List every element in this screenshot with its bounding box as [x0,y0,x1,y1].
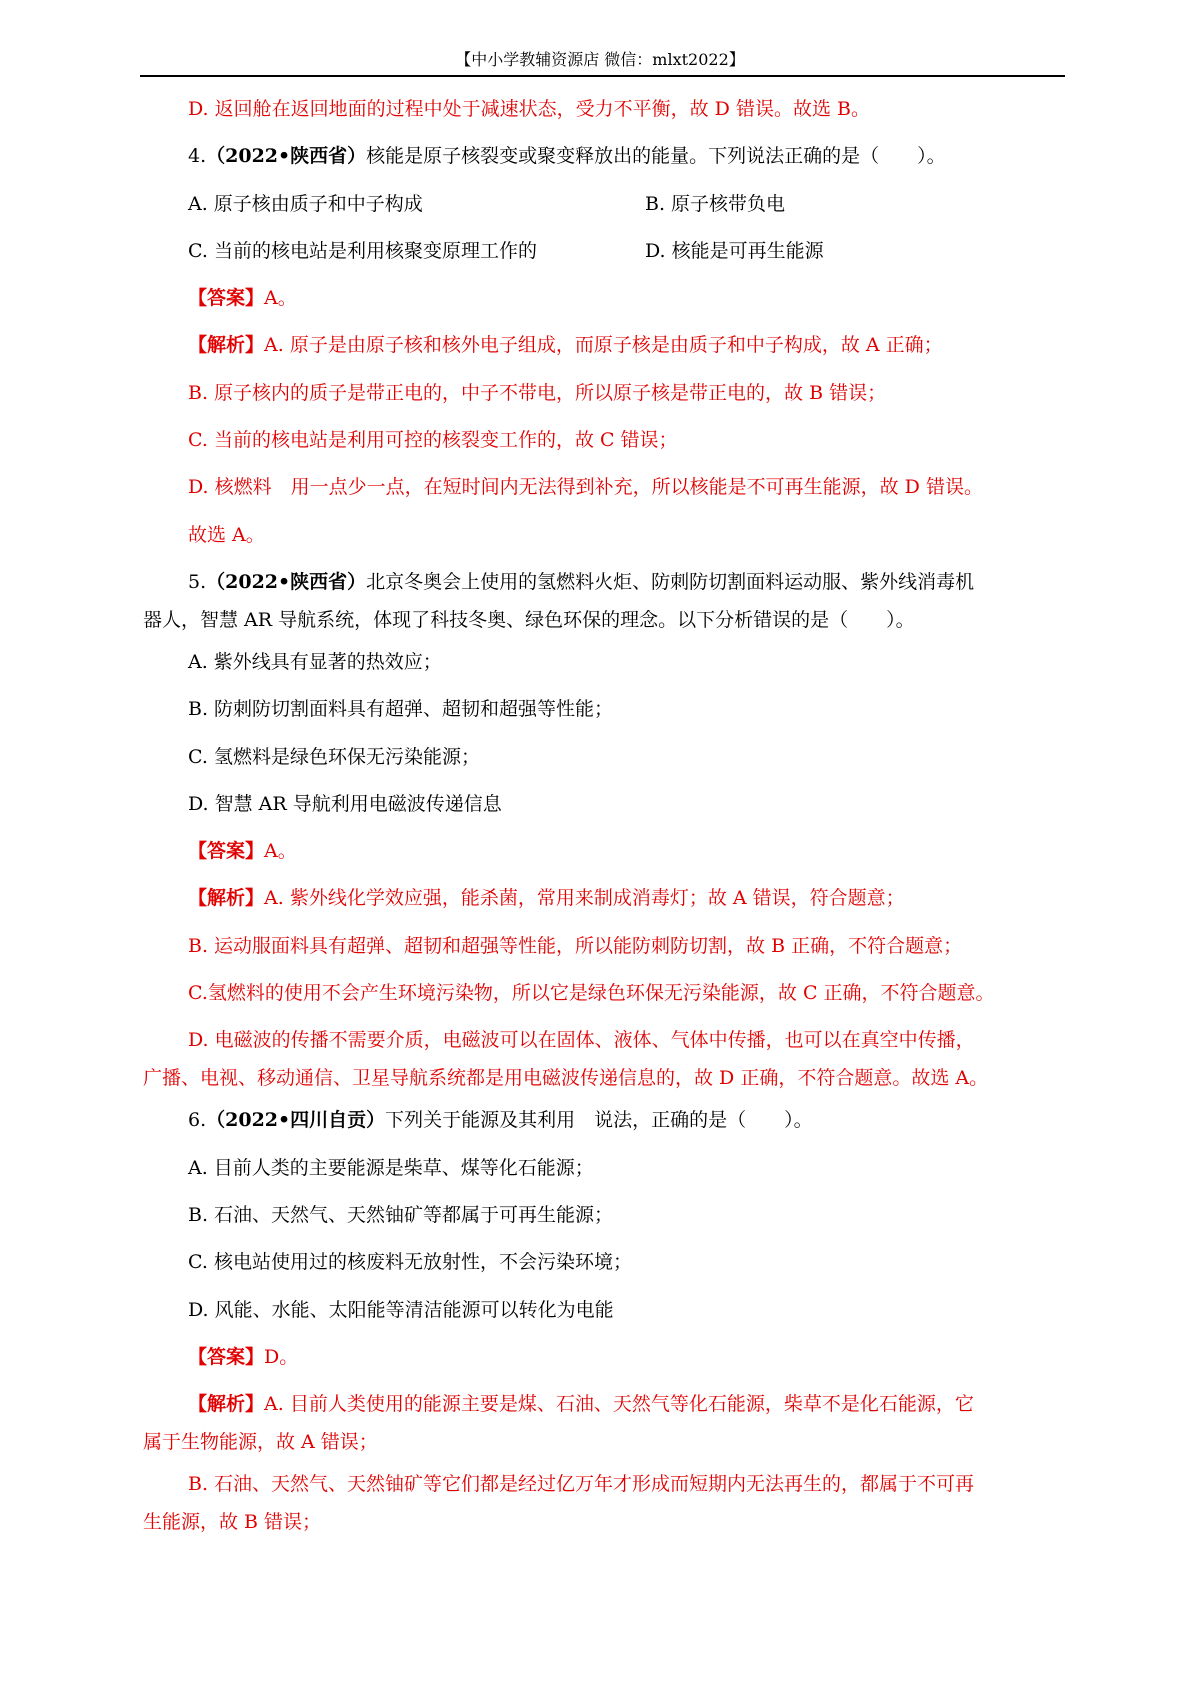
q5-option-a: A. 紫外线具有显著的热效应； [188,650,442,673]
q6-analysis-b-line-2: 生能源，故 B 错误； [143,1511,322,1534]
q6-option-c: C. 核电站使用过的核废料无放射性，不会污染环境； [188,1251,632,1274]
q5-stem-text-1: 北京冬奥会上使用的氢燃料火炬、防刺防切割面料运动服、紫外线消毒机 [366,570,975,593]
q4-options-row-1 [143,191,1065,217]
q4-option-a: A. 原子核由质子和中子构成 [188,192,423,215]
q4-stem [143,143,1065,169]
q6-stem-text: 下列关于能源及其利用 说法，正确的是（ ）。 [385,1109,813,1132]
q4-option-c: C. 当前的核电站是利用核聚变原理工作的 [188,239,537,262]
q5-analysis-d-line-1: D. 电磁波的传播不需要介质，电磁波可以在固体、液体、气体中传播，也可以在真空中传播， [188,1029,975,1052]
q5-option-c: C. 氢燃料是绿色环保无污染能源； [188,745,480,768]
q6-analysis-a-text: A. 目前人类使用的能源主要是煤、石油、天然气等化石能源，柴草不是化石能源，它 [264,1393,974,1416]
q6-answer [143,1344,1065,1370]
q6-source-tag: （2022•四川自贡） [206,1109,386,1132]
q6-analysis-a-line-2: 属于生物能源，故 A 错误； [143,1431,378,1454]
q4-analysis-end: 故选 A。 [188,523,265,546]
q6-analysis-a-line-1 [143,1391,1065,1417]
page-header: 【中小学教辅资源店 微信：mlxt2022】 [455,50,745,69]
q5-number: 5. [188,570,207,593]
q5-emphasis-word: 错误 [753,608,792,631]
q6-answer-value: D。 [264,1345,299,1368]
q6-option-d: D. 风能、水能、太阳能等清洁能源可以转化为电能 [188,1298,614,1321]
q5-analysis-b: B. 运动服面料具有超弹、超韧和超强等性能，所以能防刺防切割，故 B 正确，不符合题意； [188,934,963,957]
q5-stem-line-1 [143,569,1065,595]
q5-answer-tag: 【答案】 [188,840,265,863]
q5-analysis-tag: 【解析】 [188,887,265,910]
q6-analysis-b-line-1: B. 石油、天然气、天然铀矿等它们都是经过亿万年才形成而短期内无法再生的，都属于不可再 [188,1473,975,1496]
q3-analysis-tail: D. 返回舱在返回地面的过程中处于减速状态，受力不平衡，故 D 错误。故选 B。 [188,98,870,120]
q4-option-d: D. 核能是可再生能源 [645,239,824,262]
q4-source-tag: （2022•陕西省） [206,145,367,168]
q4-analysis-tag: 【解析】 [188,334,265,357]
q4-option-b: B. 原子核带负电 [645,192,786,215]
q5-analysis-a-text: A. 紫外线化学效应强，能杀菌，常用来制成消毒灯；故 A 错误，符合题意； [264,887,905,910]
q4-number: 4. [188,145,207,168]
q5-answer-value: A。 [264,840,297,863]
q4-answer [143,285,1065,311]
q4-analysis-d: D. 核燃料 用一点少一点，在短时间内无法得到补充，所以核能是不可再生能源，故 D 错误。 [188,476,983,499]
q4-analysis-a [143,332,1065,358]
q4-stem-text: 核能是原子核裂变或聚变释放出的能量。下列说法正确的是（ ）。 [366,145,946,168]
q6-option-b: B. 石油、天然气、天然铀矿等都属于可再生能源； [188,1203,614,1226]
q5-analysis-d-line-2: 广播、电视、移动通信、卫星导航系统都是用电磁波传递信息的，故 D 正确，不符合题意。故选 A。 [143,1067,989,1090]
q6-stem [143,1107,1065,1133]
q5-stem-line-2 [143,607,1065,633]
q5-stem-text-2: 器人，智慧 AR 导航系统，体现了科技冬奥、绿色环保的理念。以下分析 [143,608,754,631]
q5-answer [143,838,1065,864]
q4-analysis-b: B. 原子核内的质子是带正电的，中子不带电，所以原子核是带正电的，故 B 错误； [188,381,887,404]
q6-option-a: A. 目前人类的主要能源是柴草、煤等化石能源； [188,1156,594,1179]
q6-answer-tag: 【答案】 [188,1345,265,1368]
q4-analysis-a-text: A. 原子是由原子核和核外电子组成，而原子核是由质子和中子构成，故 A 正确； [264,334,943,357]
q5-source-tag: （2022•陕西省） [206,570,367,593]
q5-analysis-c: C.氢燃料的使用不会产生环境污染物，所以它是绿色环保无污染能源，故 C 正确，不符合题意。 [188,982,995,1005]
header-rule [140,75,1065,77]
q4-analysis-c: C. 当前的核电站是利用可控的核裂变工作的，故 C 错误； [188,429,678,452]
q5-option-d: D. 智慧 AR 导航利用电磁波传递信息 [188,792,502,815]
q6-number: 6. [188,1109,207,1132]
document-body [143,96,1065,1556]
q5-stem-text-3: 的是（ ）。 [791,608,915,631]
q4-answer-tag: 【答案】 [188,287,265,310]
q5-option-b: B. 防刺防切割面料具有超弹、超韧和超强等性能； [188,698,614,721]
q4-options-row-2 [143,238,1065,264]
q6-analysis-tag: 【解析】 [188,1393,265,1416]
q4-answer-value: A。 [264,287,297,310]
q5-analysis-a [143,885,1065,911]
